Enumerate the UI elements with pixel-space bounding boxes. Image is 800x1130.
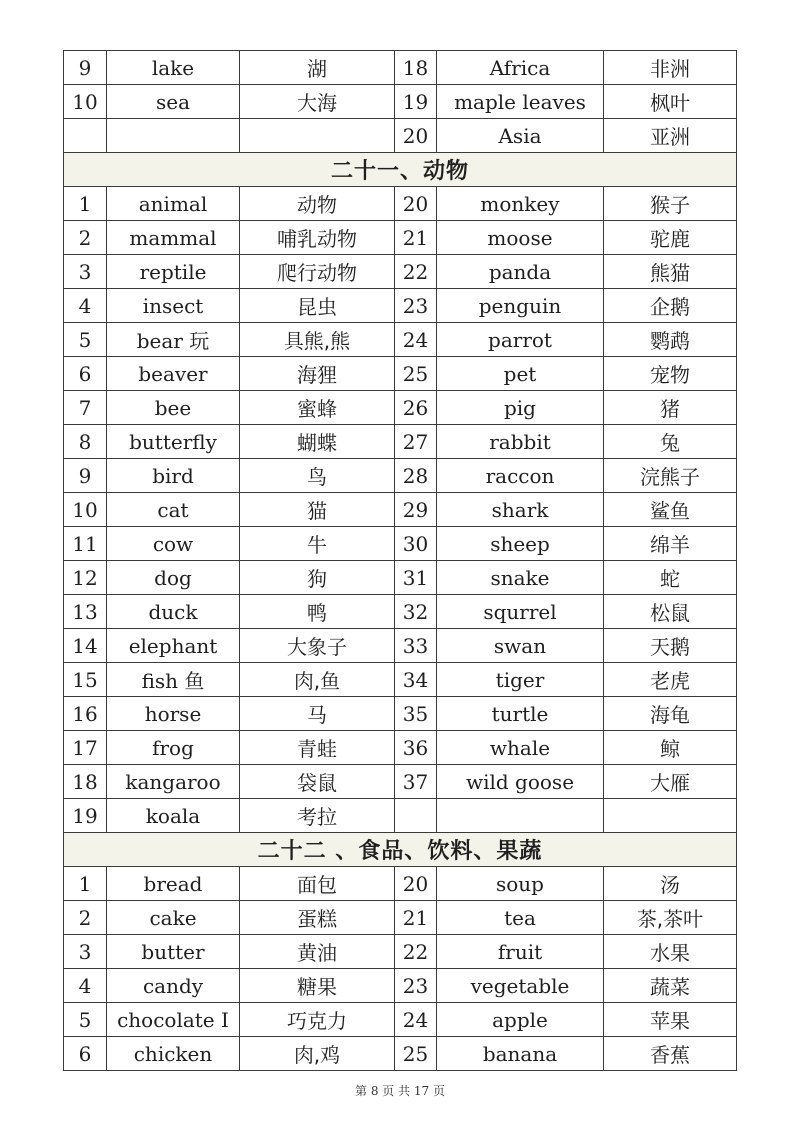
left-index-cell <box>64 119 107 153</box>
left-index-cell: 6 <box>64 357 107 391</box>
right-index-cell: 19 <box>395 85 437 119</box>
left-chinese-cell: 大象子 <box>240 629 395 663</box>
left-english-cell: chicken <box>107 1037 240 1071</box>
left-chinese-cell: 巧克力 <box>240 1003 395 1037</box>
table-row <box>64 629 737 663</box>
left-index-cell: 6 <box>64 1037 107 1071</box>
right-chinese-cell: 枫叶 <box>604 85 737 119</box>
page-footer: 第 8 页 共 17 页 <box>355 1084 445 1098</box>
left-index-cell: 15 <box>64 663 107 697</box>
left-index-cell: 14 <box>64 629 107 663</box>
left-english-cell: cow <box>107 527 240 561</box>
left-chinese-cell: 狗 <box>240 561 395 595</box>
left-english-cell <box>107 119 240 153</box>
right-english-cell: soup <box>437 867 604 901</box>
right-chinese-cell: 松鼠 <box>604 595 737 629</box>
left-chinese-cell: 蛋糕 <box>240 901 395 935</box>
right-index-cell: 20 <box>395 119 437 153</box>
left-english-cell: sea <box>107 85 240 119</box>
right-index-cell: 35 <box>395 697 437 731</box>
right-english-cell: rabbit <box>437 425 604 459</box>
right-chinese-cell: 兔 <box>604 425 737 459</box>
left-english-cell: butterfly <box>107 425 240 459</box>
left-chinese-cell: 海狸 <box>240 357 395 391</box>
left-index-cell: 17 <box>64 731 107 765</box>
left-index-cell: 1 <box>64 187 107 221</box>
table-row <box>64 323 737 357</box>
right-chinese-cell <box>604 799 737 833</box>
left-index-cell: 16 <box>64 697 107 731</box>
left-index-cell: 5 <box>64 323 107 357</box>
left-english-cell: frog <box>107 731 240 765</box>
right-english-cell: fruit <box>437 935 604 969</box>
table-row <box>64 289 737 323</box>
left-english-cell: dog <box>107 561 240 595</box>
table-row <box>64 595 737 629</box>
left-english-cell: bird <box>107 459 240 493</box>
right-english-cell: pig <box>437 391 604 425</box>
left-english-cell: cake <box>107 901 240 935</box>
right-index-cell: 24 <box>395 1003 437 1037</box>
right-chinese-cell: 海龟 <box>604 697 737 731</box>
table-row <box>64 561 737 595</box>
left-chinese-cell: 爬行动物 <box>240 255 395 289</box>
table-row <box>64 901 737 935</box>
left-english-cell: elephant <box>107 629 240 663</box>
left-index-cell: 19 <box>64 799 107 833</box>
left-english-cell: fish 鱼 <box>107 663 240 697</box>
left-chinese-cell: 湖 <box>240 51 395 85</box>
table-row <box>64 221 737 255</box>
right-index-cell: 25 <box>395 1037 437 1071</box>
right-index-cell: 29 <box>395 493 437 527</box>
right-english-cell: moose <box>437 221 604 255</box>
right-index-cell: 22 <box>395 255 437 289</box>
left-index-cell: 2 <box>64 221 107 255</box>
left-english-cell: bee <box>107 391 240 425</box>
left-chinese-cell: 马 <box>240 697 395 731</box>
right-chinese-cell: 熊猫 <box>604 255 737 289</box>
left-index-cell: 3 <box>64 935 107 969</box>
right-english-cell: pet <box>437 357 604 391</box>
right-english-cell: tea <box>437 901 604 935</box>
left-index-cell: 18 <box>64 765 107 799</box>
left-chinese-cell: 糖果 <box>240 969 395 1003</box>
right-chinese-cell: 汤 <box>604 867 737 901</box>
right-english-cell: maple leaves <box>437 85 604 119</box>
right-index-cell: 27 <box>395 425 437 459</box>
table-row <box>64 187 737 221</box>
left-chinese-cell: 牛 <box>240 527 395 561</box>
left-index-cell: 7 <box>64 391 107 425</box>
left-index-cell: 2 <box>64 901 107 935</box>
right-english-cell <box>437 799 604 833</box>
left-english-cell: bear 玩 <box>107 323 240 357</box>
table-row <box>64 697 737 731</box>
left-chinese-cell: 面包 <box>240 867 395 901</box>
section-header-row <box>64 833 737 867</box>
right-english-cell: wild goose <box>437 765 604 799</box>
left-chinese-cell <box>240 119 395 153</box>
right-chinese-cell: 水果 <box>604 935 737 969</box>
left-index-cell: 4 <box>64 289 107 323</box>
left-chinese-cell: 鸭 <box>240 595 395 629</box>
left-english-cell: cat <box>107 493 240 527</box>
left-english-cell: insect <box>107 289 240 323</box>
right-chinese-cell: 企鹅 <box>604 289 737 323</box>
left-chinese-cell: 袋鼠 <box>240 765 395 799</box>
left-index-cell: 10 <box>64 493 107 527</box>
left-english-cell: bread <box>107 867 240 901</box>
right-index-cell: 36 <box>395 731 437 765</box>
right-english-cell: penguin <box>437 289 604 323</box>
right-index-cell: 30 <box>395 527 437 561</box>
right-chinese-cell: 老虎 <box>604 663 737 697</box>
right-index-cell: 32 <box>395 595 437 629</box>
right-chinese-cell: 大雁 <box>604 765 737 799</box>
right-chinese-cell: 驼鹿 <box>604 221 737 255</box>
right-index-cell: 34 <box>395 663 437 697</box>
left-index-cell: 8 <box>64 425 107 459</box>
left-english-cell: duck <box>107 595 240 629</box>
right-chinese-cell: 猴子 <box>604 187 737 221</box>
left-english-cell: candy <box>107 969 240 1003</box>
right-chinese-cell: 茶,茶叶 <box>604 901 737 935</box>
right-index-cell: 26 <box>395 391 437 425</box>
right-index-cell <box>395 799 437 833</box>
right-english-cell: banana <box>437 1037 604 1071</box>
right-index-cell: 21 <box>395 221 437 255</box>
right-index-cell: 24 <box>395 323 437 357</box>
right-chinese-cell: 香蕉 <box>604 1037 737 1071</box>
right-english-cell: squrrel <box>437 595 604 629</box>
right-english-cell: vegetable <box>437 969 604 1003</box>
table-row <box>64 663 737 697</box>
left-chinese-cell: 黄油 <box>240 935 395 969</box>
right-index-cell: 31 <box>395 561 437 595</box>
left-english-cell: kangaroo <box>107 765 240 799</box>
right-english-cell: turtle <box>437 697 604 731</box>
table-row <box>64 799 737 833</box>
left-english-cell: reptile <box>107 255 240 289</box>
left-english-cell: beaver <box>107 357 240 391</box>
right-chinese-cell: 亚洲 <box>604 119 737 153</box>
right-chinese-cell: 蛇 <box>604 561 737 595</box>
left-index-cell: 12 <box>64 561 107 595</box>
table-row <box>64 425 737 459</box>
right-chinese-cell: 浣熊子 <box>604 459 737 493</box>
right-english-cell: whale <box>437 731 604 765</box>
right-index-cell: 23 <box>395 969 437 1003</box>
right-chinese-cell: 蔬菜 <box>604 969 737 1003</box>
table-row <box>64 255 737 289</box>
left-chinese-cell: 猫 <box>240 493 395 527</box>
table-row <box>64 391 737 425</box>
table-row <box>64 765 737 799</box>
right-english-cell: swan <box>437 629 604 663</box>
left-chinese-cell: 具熊,熊 <box>240 323 395 357</box>
section-header-row <box>64 153 737 187</box>
right-index-cell: 23 <box>395 289 437 323</box>
left-index-cell: 13 <box>64 595 107 629</box>
left-index-cell: 10 <box>64 85 107 119</box>
left-index-cell: 11 <box>64 527 107 561</box>
right-chinese-cell: 鲸 <box>604 731 737 765</box>
table-row <box>64 867 737 901</box>
right-index-cell: 18 <box>395 51 437 85</box>
left-english-cell: animal <box>107 187 240 221</box>
table-row <box>64 459 737 493</box>
left-index-cell: 3 <box>64 255 107 289</box>
table-row <box>64 85 737 119</box>
right-english-cell: snake <box>437 561 604 595</box>
right-chinese-cell: 鲨鱼 <box>604 493 737 527</box>
right-index-cell: 33 <box>395 629 437 663</box>
left-index-cell: 9 <box>64 51 107 85</box>
left-chinese-cell: 考拉 <box>240 799 395 833</box>
left-chinese-cell: 大海 <box>240 85 395 119</box>
table-row <box>64 51 737 85</box>
right-english-cell: monkey <box>437 187 604 221</box>
right-index-cell: 20 <box>395 867 437 901</box>
left-chinese-cell: 蜜蜂 <box>240 391 395 425</box>
right-index-cell: 22 <box>395 935 437 969</box>
table-row <box>64 731 737 765</box>
right-english-cell: Asia <box>437 119 604 153</box>
right-english-cell: panda <box>437 255 604 289</box>
left-chinese-cell: 肉,鸡 <box>240 1037 395 1071</box>
section-title: 二十一、动物 <box>64 153 737 187</box>
right-english-cell: tiger <box>437 663 604 697</box>
right-index-cell: 37 <box>395 765 437 799</box>
right-chinese-cell: 非洲 <box>604 51 737 85</box>
right-chinese-cell: 绵羊 <box>604 527 737 561</box>
section-title: 二十二 、食品、饮料、果蔬 <box>64 833 737 867</box>
left-index-cell: 5 <box>64 1003 107 1037</box>
left-chinese-cell: 青蛙 <box>240 731 395 765</box>
table-row <box>64 527 737 561</box>
table-row <box>64 493 737 527</box>
left-index-cell: 9 <box>64 459 107 493</box>
left-index-cell: 4 <box>64 969 107 1003</box>
left-english-cell: butter <box>107 935 240 969</box>
right-english-cell: raccon <box>437 459 604 493</box>
left-chinese-cell: 肉,鱼 <box>240 663 395 697</box>
table-row <box>64 119 737 153</box>
left-english-cell: koala <box>107 799 240 833</box>
left-chinese-cell: 昆虫 <box>240 289 395 323</box>
right-chinese-cell: 宠物 <box>604 357 737 391</box>
right-english-cell: Africa <box>437 51 604 85</box>
left-english-cell: chocolate I <box>107 1003 240 1037</box>
right-english-cell: sheep <box>437 527 604 561</box>
left-english-cell: lake <box>107 51 240 85</box>
right-index-cell: 21 <box>395 901 437 935</box>
right-index-cell: 20 <box>395 187 437 221</box>
table-row <box>64 1003 737 1037</box>
table-row <box>64 357 737 391</box>
left-chinese-cell: 鸟 <box>240 459 395 493</box>
left-english-cell: mammal <box>107 221 240 255</box>
left-chinese-cell: 哺乳动物 <box>240 221 395 255</box>
right-chinese-cell: 天鹅 <box>604 629 737 663</box>
right-chinese-cell: 苹果 <box>604 1003 737 1037</box>
table-row <box>64 969 737 1003</box>
table-row <box>64 1037 737 1071</box>
left-english-cell: horse <box>107 697 240 731</box>
left-chinese-cell: 蝴蝶 <box>240 425 395 459</box>
right-english-cell: shark <box>437 493 604 527</box>
right-index-cell: 28 <box>395 459 437 493</box>
left-chinese-cell: 动物 <box>240 187 395 221</box>
right-chinese-cell: 鹦鹉 <box>604 323 737 357</box>
right-chinese-cell: 猪 <box>604 391 737 425</box>
vocabulary-table <box>63 50 737 1071</box>
right-english-cell: parrot <box>437 323 604 357</box>
table-row <box>64 935 737 969</box>
left-index-cell: 1 <box>64 867 107 901</box>
right-index-cell: 25 <box>395 357 437 391</box>
right-english-cell: apple <box>437 1003 604 1037</box>
